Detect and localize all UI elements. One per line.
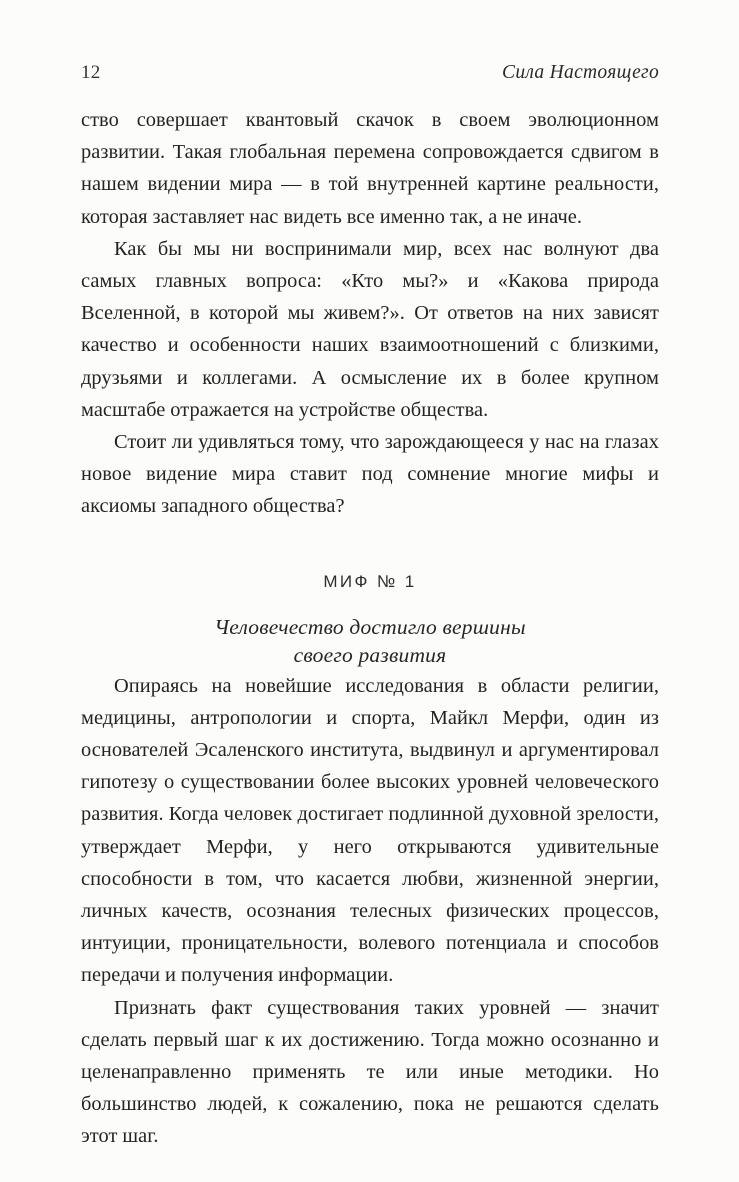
book-title-running-head: Сила Настоящего xyxy=(502,62,659,83)
paragraph: Признать факт существования таких уровней — значит сделать первый шаг к их достижению. Тогда можно осознанно и целенаправленно применять те или иные методики. Но большинство людей, к сожалению, пока не решаются сделать этот шаг. xyxy=(81,996,659,1148)
myth-number-label: МИФ № 1 xyxy=(323,571,417,591)
myth-title xyxy=(81,613,659,670)
page-number: 12 xyxy=(81,62,101,83)
myth-title-line: Человечество достигло вершины xyxy=(214,614,526,639)
paragraph: Опираясь на новейшие исследования в области религии, медицины, антропологии и спорта, Майкл Мерфи, один из основателей Эсаленского института, выдвинул и аргументировал гипотезу о существовании более высоких уровней человеческого развития. Когда человек достигает подлинной духовной зрелости, утверждает Мерфи, у него открываются удивительные способности в том, что касается любви, жизненной энергии, личных качеств, осознания телесных физических процессов, интуиции, проницательности, волевого потенциала и способов передачи и получения информации. xyxy=(81,674,659,987)
paragraph-continued: ство совершает квантовый скачок в своем эволюционном развитии. Такая глобальная перемена сопровождается сдвигом в нашем видении мира — в той внутренней картине реальности, которая заставляет нас видеть все именно так, а не иначе. xyxy=(81,109,659,228)
myth-heading xyxy=(81,571,659,670)
paragraph: Как бы мы ни воспринимали мир, всех нас волнуют два самых главных вопроса: «Кто мы?» и «Какова природа Вселенной, в которой мы живем?». От ответов на них зависят качество и особенности наших взаимоотношений с близкими, друзьями и коллегами. А осмысление их в более крупном масштабе отражается на устройстве общества. xyxy=(81,237,659,421)
text-block xyxy=(81,104,659,1153)
myth-title-line: своего развития xyxy=(293,643,447,668)
running-head xyxy=(81,62,659,88)
paragraph: Стоит ли удивляться тому, что зарождающееся у нас на глазах новое видение мира ставит под сомнение многие мифы и аксиомы западного общества? xyxy=(81,431,659,518)
